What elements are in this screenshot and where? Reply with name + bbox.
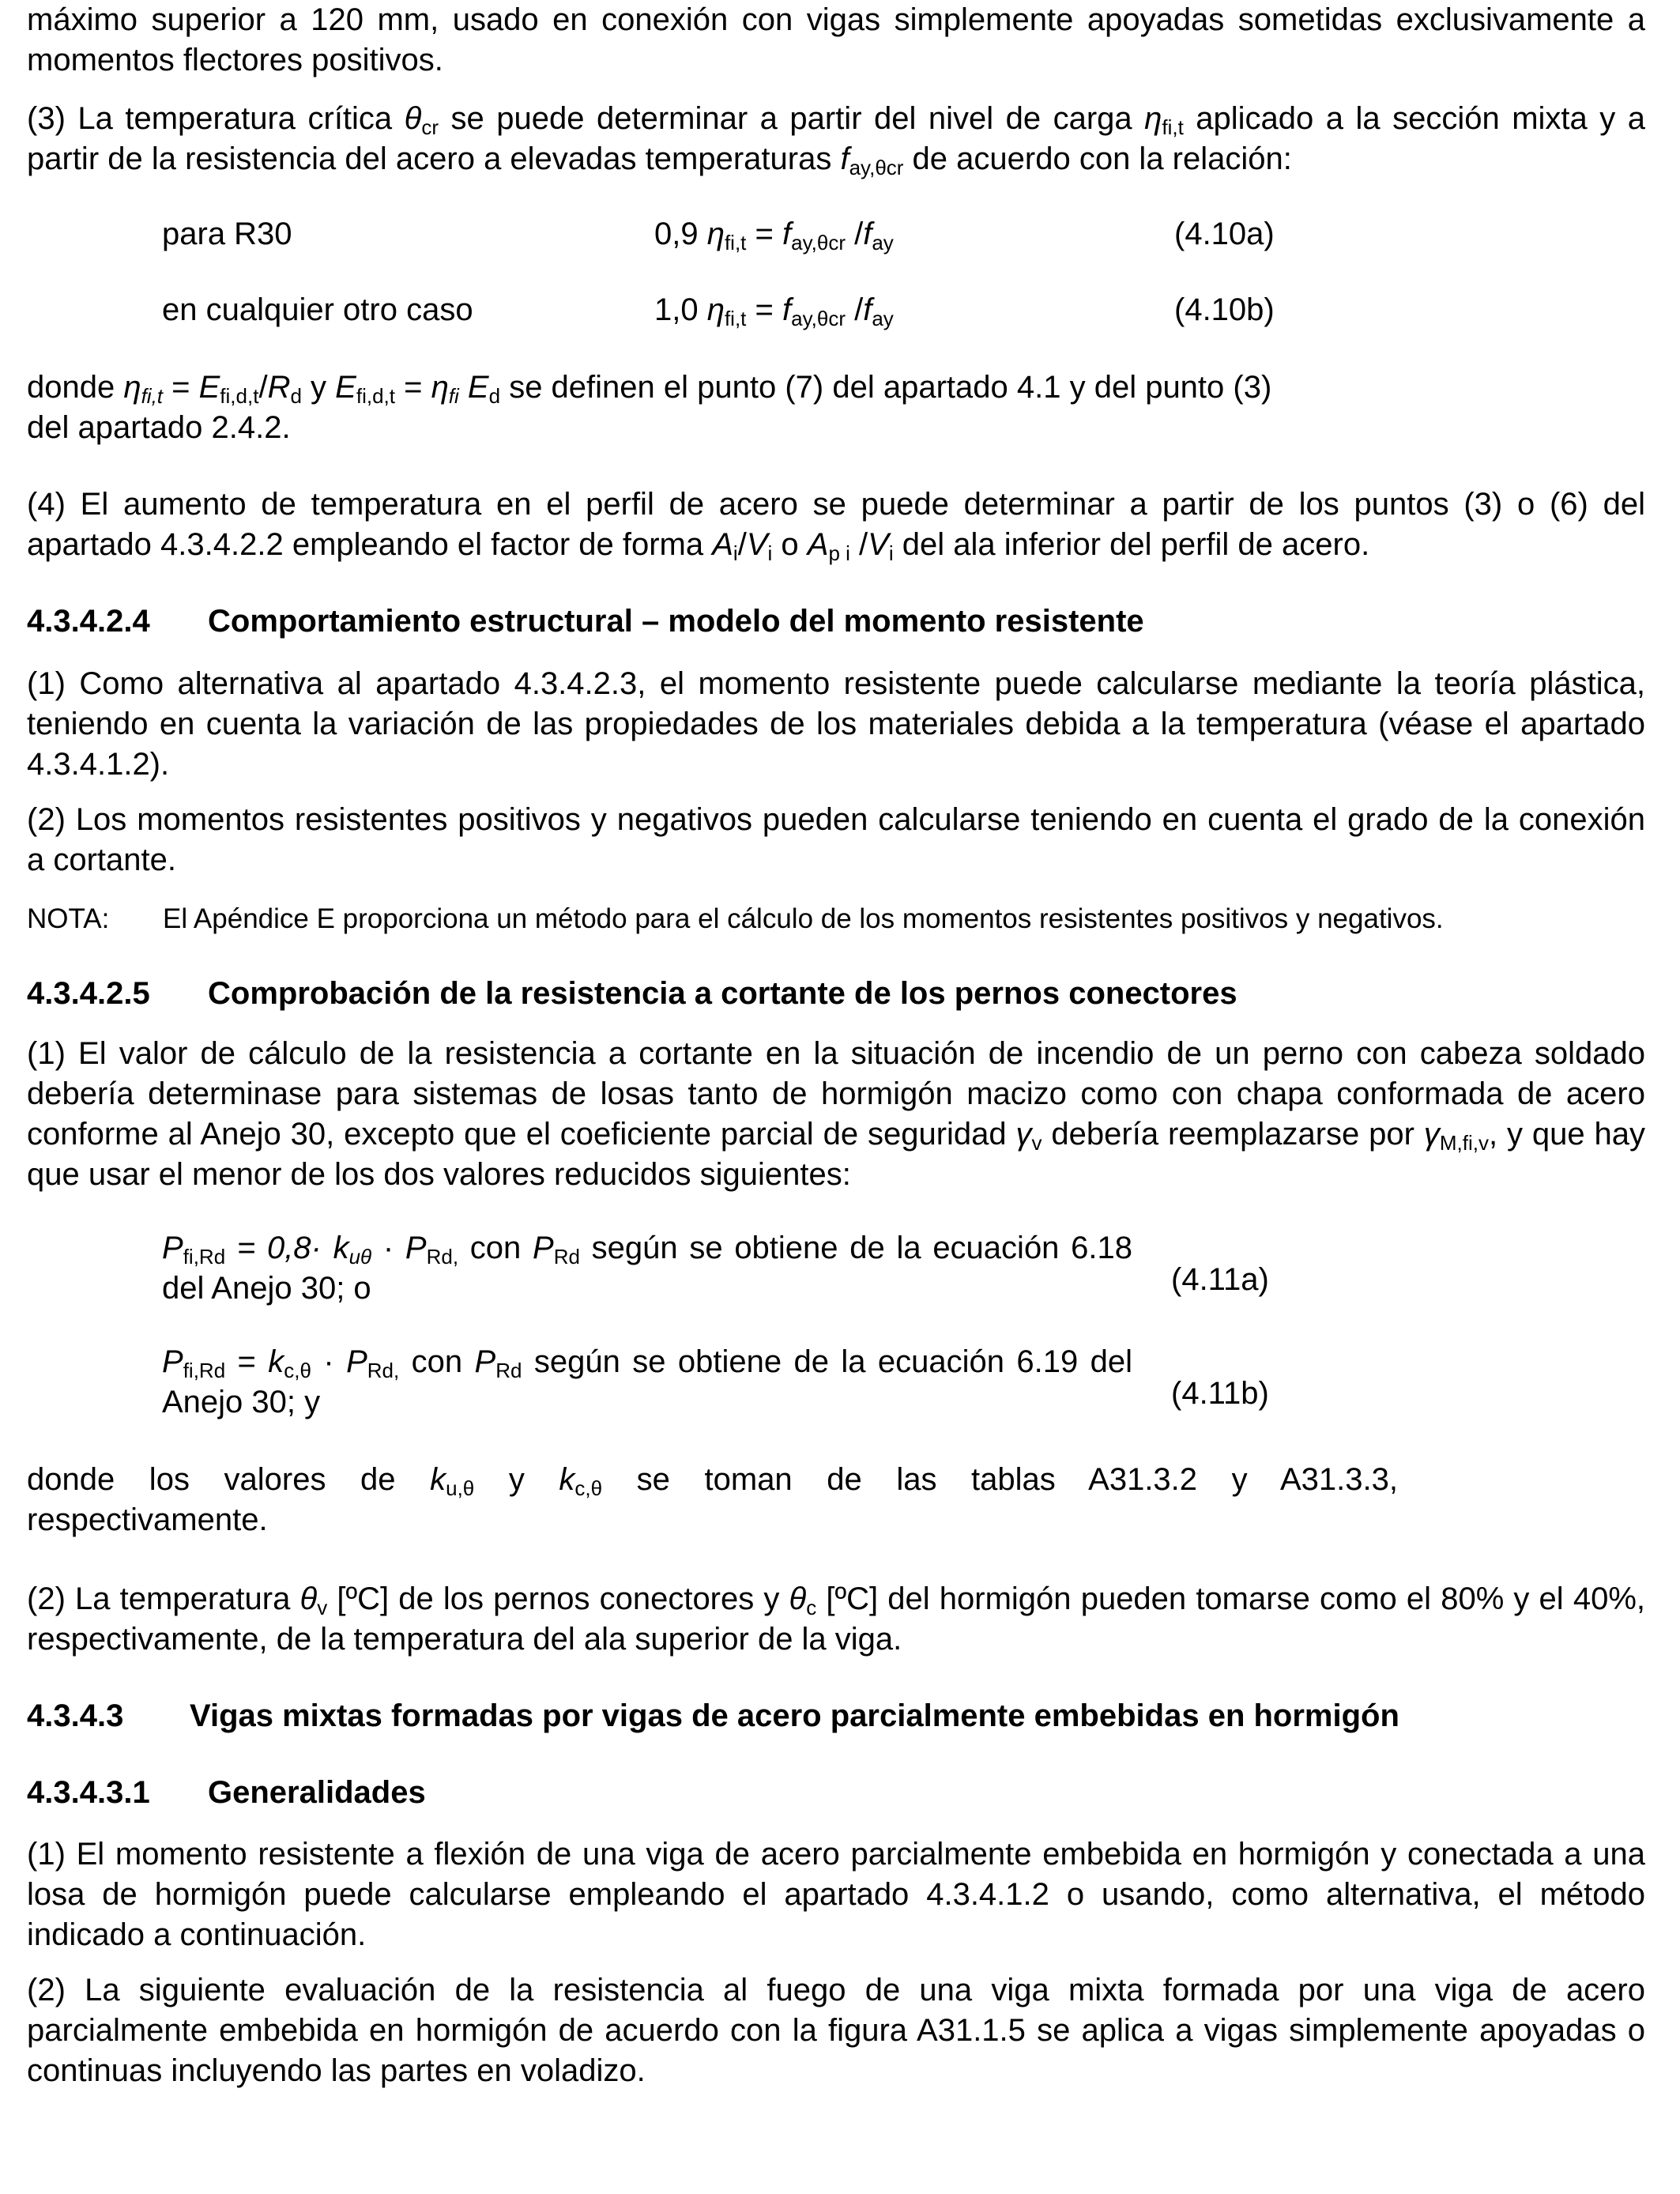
paragraph-label: (1) — [27, 666, 66, 701]
equation-4-11a: $P_{fi,Rd} = 0,8\cdot k_{u\theta} \cdot P_{Rd,}$ con $P_{Rd}$ según se obtiene de la ecuación 6.18 del Anejo 30; o — [162, 1231, 1132, 1306]
paragraph-2-stud-temperature: (2) La temperatura $\theta_v$ [ºC] de los pernos conectores y $\theta_c$ [ºC] del hormigón pueden tomarse como el 80% y el 40%, respectivamente, de la temperatura del ala superior de la viga. — [27, 1581, 1646, 1657]
definitions-paragraph — [27, 368, 1645, 448]
equation-number: (4.10b) — [1174, 292, 1275, 327]
paragraph-text: máximo superior a 120 mm, usado en conexión con vigas simplemente apoyadas sometidas exclusivamente a momentos flectores positivos. — [27, 2, 1645, 77]
paragraph-label: (2) — [27, 802, 66, 837]
equation-case-label: en cualquier otro caso — [162, 292, 473, 327]
paragraph-2-evaluation: (2) La siguiente evaluación de la resistencia al fuego de una viga mixta formada por una viga de acero parcialmente embebida en hormigón de acuerdo con la figura A31.1.5 se aplica a vigas simplemente apoyadas o continuas incluyendo las partes en voladizo. — [27, 1973, 1645, 2088]
section-number: 4.3.4.2.5 — [27, 976, 150, 1011]
definitions-line-2: del apartado 2.4.2. — [27, 410, 291, 445]
paragraph-label: (4) — [27, 487, 66, 522]
section-title: Generalidades — [208, 1775, 426, 1810]
paragraph-label: (3) — [27, 101, 66, 136]
paragraph-2-moments: (2) Los momentos resistentes positivos y negativos pueden calcularse teniendo en cuenta el grado de la conexión a cortante. — [27, 802, 1645, 877]
equation-4-10b: 1,0 $\eta_{fi,t} = f_{ay,\theta cr}$ $/f_{ay}$ — [654, 292, 894, 330]
section-heading-4-3-4-2-4 — [27, 601, 1144, 642]
paragraph-3-critical-temperature: (3) La temperatura crítica $\theta_{cr}$ se puede determinar a partir del nivel de carga $\eta_{fi,t}$ aplicado a la sección mixta y a partir de la resistencia del acero a elevadas temperaturas $f_{ay,\theta cr}$ de acuerdo con la relación: — [27, 101, 1645, 179]
paragraph-label: (1) — [27, 1036, 66, 1071]
section-number: 4.3.4.3.1 — [27, 1775, 150, 1810]
section-number: 4.3.4.2.4 — [27, 604, 150, 639]
paragraph-1-generalities: (1) El momento resistente a flexión de una viga de acero parcialmente embebida en hormigón y conectada a una losa de hormigón puede calcularse empleando el apartado 4.3.4.1.2 o usando, como alternativa, el método indicado a continuación. — [27, 1837, 1645, 1952]
paragraph-label: (2) — [27, 1581, 66, 1616]
equation-case-label: para R30 — [162, 217, 292, 251]
paragraph-1-shear-resistance: (1) El valor de cálculo de la resistencia a cortante en la situación de incendio de un perno con cabeza soldado debería determinase para sistemas de losas tanto de hormigón macizo como con chapa conformada de acero conforme al Anejo 30, excepto que el coeficiente parcial de seguridad $\gamma_v$ debería reemplazarse por $\gamma_{M,fi,v}$, y que hay que usar el menor de los dos valores reducidos siguientes: — [27, 1036, 1646, 1192]
equation-number: (4.11b) — [1171, 1376, 1269, 1411]
section-heading-4-3-4-2-5 — [27, 974, 1237, 1014]
paragraph-continuation — [27, 0, 1645, 81]
definitions-line-2: respectivamente. — [27, 1502, 268, 1537]
section-heading-4-3-4-3 — [27, 1696, 1399, 1736]
equation-4-10a: 0,9 $\eta_{fi,t} = f_{ay,\theta cr}$ $/f_{ay}$ — [654, 217, 894, 254]
definitions-line-1: donde $\eta_{fi,t} = E_{fi,d,t}/R_d$ y $E_{fi,d,t} = \eta_{fi}$ $E_d$ se definen el punto (7) del apartado 4.1 y del punto (3) — [27, 370, 1272, 408]
section-title: Comportamiento estructural – modelo del momento resistente — [208, 604, 1144, 639]
paragraph-1-plastic-theory: (1) Como alternativa al apartado 4.3.4.2.3, el momento resistente puede calcularse mediante la teoría plástica, teniendo en cuenta la variación de las propiedades de los materiales debida a la temperatura (véase el apartado 4.3.4.1.2). — [27, 666, 1645, 782]
section-title: Comprobación de la resistencia a cortante de los pernos conectores — [208, 976, 1237, 1011]
paragraph-4-temperature-increase: (4) El aumento de temperatura en el perfil de acero se puede determinar a partir de los puntos (3) o (6) del apartado 4.3.4.2.2 empleando el factor de forma $A_i/V_i$ o $A_{p i}$ $/V_i$ del ala inferior del perfil de acero. — [27, 487, 1645, 565]
section-heading-4-3-4-3-1 — [27, 1773, 426, 1813]
section-number: 4.3.4.3 — [27, 1698, 124, 1733]
equation-number: (4.10a) — [1174, 217, 1275, 251]
equation-number: (4.11a) — [1171, 1262, 1269, 1297]
definitions-paragraph-k — [27, 1460, 1398, 1540]
section-title: Vigas mixtas formadas por vigas de acero parcialmente embebidas en hormigón — [190, 1698, 1399, 1733]
definitions-line-1: donde los valores de $k_{u,\theta}$ y $k_{c,\theta}$ se toman de las tablas A31.3.2 y A31.3.3, — [27, 1462, 1398, 1500]
paragraph-label: (1) — [27, 1837, 66, 1872]
note-label: NOTA: — [27, 903, 110, 934]
paragraph-label: (2) — [27, 1973, 66, 2007]
equation-4-11b: $P_{fi,Rd} = k_{c,\theta} \cdot P_{Rd,}$ con $P_{Rd}$ según se obtiene de la ecuación 6.19 del Anejo 30; y — [162, 1344, 1133, 1419]
note-text: El Apéndice E proporciona un método para el cálculo de los momentos resistentes positivos y negativos. — [163, 903, 1444, 934]
